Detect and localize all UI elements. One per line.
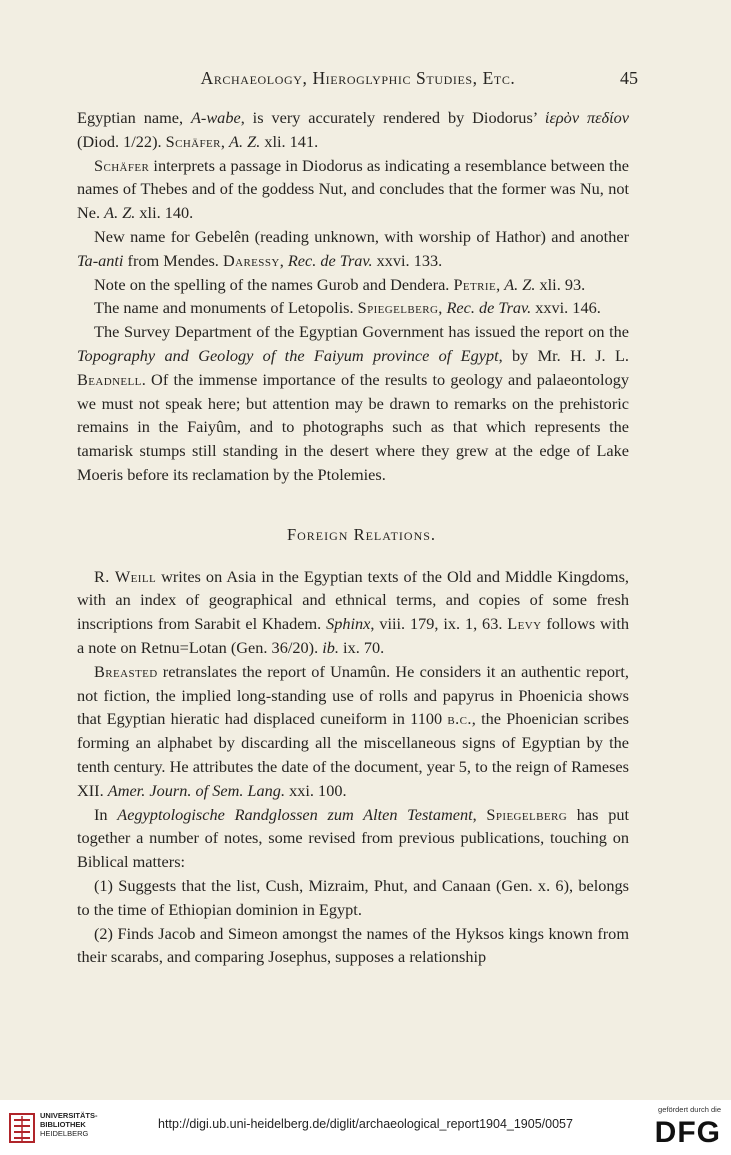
author-name: Spiegelberg <box>357 298 439 318</box>
journal-abbrev: A. Z. <box>504 274 536 294</box>
section-title: Foreign Relations. <box>286 524 437 544</box>
publication-title: Topography and Geology of the Faiyum province of Egypt <box>77 345 499 365</box>
journal-abbrev: A. Z. <box>229 131 261 151</box>
text-run: xxi. 100. <box>285 780 347 800</box>
journal-abbrev: Amer. Journ. of Sem. Lang. <box>107 780 286 800</box>
text-run: The name and monuments of Letopolis. <box>94 298 358 318</box>
paragraph-10: (1) Suggests that the list, Cush, Mizraim, Phut, and Canaan (Gen. x. 6), belongs to the time of Ethiopian dominion in Egypt. <box>77 875 629 919</box>
text-run: Note on the spelling of the names Gurob and Dendera. <box>94 274 454 294</box>
text-run: , is very accurately rendered by Diodorus’ <box>240 108 545 127</box>
text-run: retranslates the report of Unamûn. He considers it an authentic report, not fiction, the implied long-standing use of rolls and papyrus in Phoenicia shows that Egyptian hieratic had displaced cuneiform in 1100 <box>77 661 629 729</box>
journal-abbrev: Rec. de Trav. <box>446 298 532 318</box>
library-name-line: HEIDELBERG <box>40 1129 89 1138</box>
paragraph-11: (2) Finds Jacob and Simeon amongst the names of the Hyksos kings known from their scarabs, and comparing Josephus, supposes a relationship <box>77 923 629 967</box>
author-name: Levy <box>507 614 542 634</box>
text-run: , <box>472 804 487 824</box>
text-run: A-wabe <box>190 108 241 127</box>
paragraph-5 <box>77 296 629 320</box>
text-run: xxvi. 133. <box>372 250 443 270</box>
running-title: Archaeology, Hieroglyphic Studies, Etc. <box>200 68 516 88</box>
text-run: , by Mr. H. J. L. <box>498 345 629 365</box>
text-run: ix. 70. <box>338 637 385 657</box>
page-number: 45 <box>620 68 638 88</box>
text-run: , <box>438 298 447 318</box>
paragraph-9 <box>77 803 629 874</box>
publication-title: Aegyptologische Randglossen zum Alten Testament <box>117 804 473 824</box>
author-name: Breasted <box>94 661 158 681</box>
author-name: Schäfer <box>165 131 221 151</box>
funded-by-label: gefördert durch die <box>658 1105 721 1114</box>
author-name: R. Weill <box>94 566 157 586</box>
permalink-url[interactable]: http://digi.ub.uni-heidelberg.de/diglit/archaeological_report1904_1905/0057 <box>158 1117 573 1131</box>
paragraph-8 <box>77 660 629 803</box>
journal-abbrev: Rec. de Trav. <box>287 250 373 270</box>
text-run: , <box>279 250 288 270</box>
text-run: New name for Gebelên (reading unknown, with worship of Hathor) and another <box>94 226 629 246</box>
text-run: xli. 140. <box>135 203 194 223</box>
text-run: (Diod. 1/22). <box>77 131 166 151</box>
text-run: Ta-anti <box>77 250 124 270</box>
text-run: , <box>496 274 505 294</box>
dfg-logo[interactable]: DFG <box>654 1116 721 1149</box>
paragraph-7 <box>77 565 629 660</box>
text-run: . Of the immense importance of the results to geology and palaeontology we must not speak here; but attention may be drawn to remarks on the prehistoric remains in the Faiyûm, and to photographs such as that which represents the tamarisk stumps still standing in the desert where they grew at the edge of Lake Moeris before its reclamation by the Ptolemies. <box>77 369 629 484</box>
paragraph-6 <box>77 320 629 487</box>
text-run: , <box>220 131 230 151</box>
text-run: Egyptian name, <box>77 108 191 127</box>
text-run: b.c. <box>447 709 472 729</box>
paragraph-1 <box>77 106 629 154</box>
author-name: Beadnell <box>77 369 142 389</box>
text-run: ib. <box>322 637 339 657</box>
text-run: xxvi. 146. <box>531 298 601 318</box>
running-header <box>78 68 638 94</box>
journal-abbrev: A. Z. <box>104 203 136 223</box>
text-run: follows with a note on Retnu=Lotan (Gen. 36/20). <box>77 614 629 657</box>
greek-text: ἱερὸν πεδίον <box>544 108 629 127</box>
text-run: xli. 141. <box>260 131 319 151</box>
paragraph-3 <box>77 225 629 273</box>
library-name-line: UNIVERSITÄTS- <box>40 1111 98 1120</box>
text-run: writes on Asia in the Egyptian texts of the Old and Middle Kingdoms, with an index of geographical and ethnical terms, and copies of some fresh inscriptions from Sarabit el Khadem. <box>77 566 629 634</box>
paragraph-2 <box>77 154 629 225</box>
text-run: interprets a passage in Diodorus as indicating a resemblance between the names of Thebes and of the goddess Nut, and concludes that the former was Nu, not Ne. <box>77 155 629 223</box>
paragraph-4 <box>77 273 629 297</box>
text-run: xli. 93. <box>535 274 586 294</box>
text-run: In <box>94 804 118 824</box>
text-run: from Mendes. <box>123 250 223 270</box>
library-name-line: BIBLIOTHEK <box>40 1120 86 1129</box>
body-text <box>77 106 629 969</box>
author-name: Petrie <box>453 274 497 294</box>
journal-abbrev: Sphinx <box>326 614 371 634</box>
author-name: Daressy <box>222 250 280 270</box>
text-run: , viii. 179, ix. 1, 63. <box>370 614 508 634</box>
author-name: Schäfer <box>94 155 150 175</box>
author-name: Spiegelberg <box>486 804 568 824</box>
text-run: has put together a number of notes, some revised from previous publications, touching on Biblical matters: <box>77 804 630 872</box>
footer-bar <box>0 1100 731 1155</box>
text-run: The Survey Department of the Egyptian Government has issued the report on the <box>94 322 629 342</box>
text-run: , the Phoenician scribes forming an alphabet by discarding all the miscellaneous signs of Egyptian by the tenth century. He attributes the date of the document, year 5, to the reign of Rameses XII. <box>77 709 630 800</box>
